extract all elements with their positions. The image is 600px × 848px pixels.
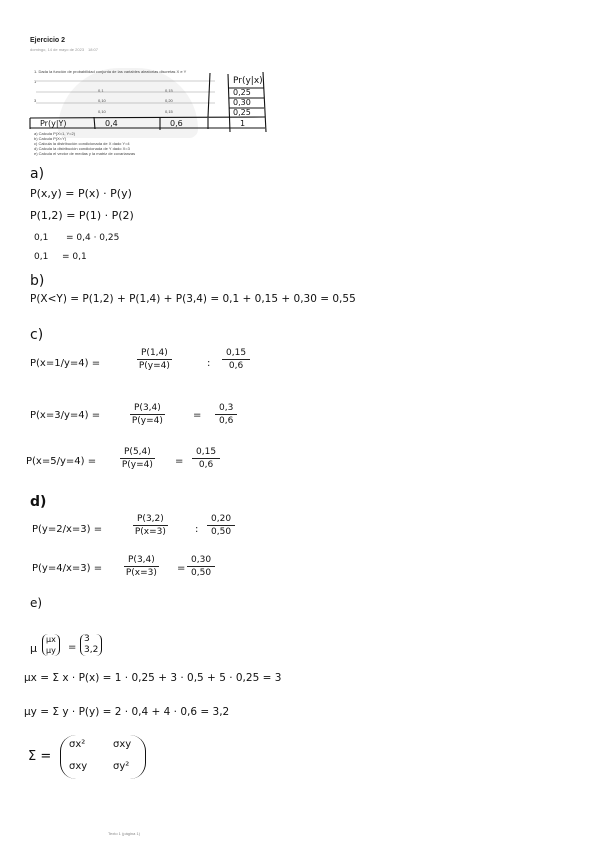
exercise-prompt: 1. Dada la función de probabilidad conjunta de las variables aleatorias discretas X e Y (34, 69, 187, 74)
mean-vector-symbol: μ (30, 642, 37, 655)
table-total-label: Pr(y|Y) (40, 119, 67, 128)
table-row-x: 3 (34, 98, 37, 103)
question-e: e) Calcula el vector de medias y la matriz de covarianzas (34, 151, 136, 156)
part-d-r2-frac1: $\frac{P(3,4)}{P(x=3)}$ (125, 555, 157, 578)
part-b-label: b) (30, 273, 45, 289)
table-total: 0,4 (105, 119, 118, 128)
table-cell: 0,10 (98, 98, 106, 103)
part-d-label: d) (30, 494, 47, 510)
part-d-r2-frac2: $\frac{0,30}{0,50}$ (187, 555, 215, 578)
covariance-symbol: Σ = (28, 749, 52, 764)
table-cell: 0,15 (165, 109, 173, 114)
table-margin: 0,25 (233, 108, 251, 117)
page-title: Ejercicio 2 (30, 37, 66, 44)
covariance-s11: σx² (69, 739, 86, 750)
part-a-line3-left: 0,1 (34, 233, 49, 243)
part-c-r2-frac1: $\frac{P(3,4)}{P(y=4)}$ (131, 403, 163, 426)
mean-x-line: μx = Σ x · P(x) = 1 · 0,25 + 3 · 0,5 + 5 · 0,25 = 3 (24, 672, 282, 684)
table-margin: 0,25 (233, 88, 251, 97)
table-total: 0,6 (170, 119, 183, 128)
part-c-r2-lhs: P(x=3/y=4) = (30, 410, 101, 421)
part-d-r1-frac1: $\frac{P(3,2)}{P(x=3)}$ (134, 514, 166, 537)
mean-vector-bottom: μy (46, 646, 56, 655)
part-c-label: c) (30, 327, 44, 343)
mean-y-line: μy = Σ y · P(y) = 2 · 0,4 + 4 · 0,6 = 3,2 (24, 706, 230, 718)
covariance-s21: σxy (69, 761, 88, 772)
part-c-r1-eq: : (207, 358, 211, 369)
mean-vector-components (42, 634, 60, 656)
part-d-r1-frac2: $\frac{0,20}{0,50}$ (207, 514, 235, 537)
page-time: 18:07 (88, 47, 99, 52)
covariance-s12: σxy (113, 739, 132, 750)
covariance-s22: σy² (113, 761, 130, 772)
table-total: 1 (240, 119, 246, 128)
part-c-r3-eq: = (175, 456, 184, 467)
part-c-r2-eq: = (193, 410, 202, 421)
part-c-r3-frac2: $\frac{0,15}{0,6}$ (192, 447, 220, 470)
table-margin: 0,30 (233, 98, 251, 107)
table-cell: 0,20 (165, 98, 173, 103)
table-row-x: 1 (34, 79, 37, 84)
part-d-r2-lhs: P(y=4/x=3) = (32, 563, 103, 574)
mean-value-bottom: 3,2 (84, 645, 99, 655)
table-cell: 0,15 (165, 88, 173, 93)
part-a-line2: P(1,2) = P(1) · P(2) (30, 209, 134, 222)
part-a-label: a) (30, 166, 45, 182)
question-a: a) Calcula P(X=1, Y=2) (34, 131, 76, 136)
page-date: domingo, 14 de mayo de 2023 (30, 47, 85, 52)
table-cell: 0,1 (98, 88, 104, 93)
part-c-r1-frac1: $\frac{P(1,4)}{P(y=4)}$ (138, 348, 170, 371)
part-e-label: e) (30, 596, 43, 610)
covariance-matrix (60, 735, 146, 779)
page-footer: Texto 1 (página 1) (108, 831, 141, 836)
part-c-r3-lhs: P(x=5/y=4) = (26, 456, 97, 467)
part-d-r2-eq: = (177, 563, 186, 574)
mean-vector-values (80, 634, 102, 656)
question-d: d) Calcula la distribución condicionada de Y dado X=3 (34, 146, 130, 151)
mean-value-top: 3 (84, 634, 90, 644)
question-c: c) Calcula la distribución condicionada de X dado Y=4 (34, 141, 130, 146)
part-c-r2-frac2: $\frac{0,3}{0,6}$ (215, 403, 237, 426)
part-d-r1-eq: : (195, 524, 199, 535)
part-b-line1: P(X<Y) = P(1,2) + P(1,4) + P(3,4) = 0,1 + 0,15 + 0,30 = 0,55 (30, 293, 356, 305)
table-header-pr: Pr(y|x) (233, 76, 263, 86)
part-a-line3-right: = 0,4 · 0,25 (66, 233, 120, 243)
part-a-line1: P(x,y) = P(x) · P(y) (30, 187, 132, 200)
mean-vector-top: μx (46, 635, 56, 644)
part-c-r1-frac2: $\frac{0,15}{0,6}$ (222, 348, 250, 371)
part-c-r1-lhs: P(x=1/y=4) = (30, 358, 101, 369)
part-c-r3-frac1: $\frac{P(5,4)}{P(y=4)}$ (121, 447, 153, 470)
part-d-r1-lhs: P(y=2/x=3) = (32, 524, 103, 535)
part-a-line4-right: = 0,1 (62, 252, 87, 262)
part-a-line4-left: 0,1 (34, 252, 49, 262)
table-cell: 0,10 (98, 109, 106, 114)
mean-equals: = (68, 642, 77, 653)
question-b: b) Calcula P(X<Y) (34, 136, 67, 141)
